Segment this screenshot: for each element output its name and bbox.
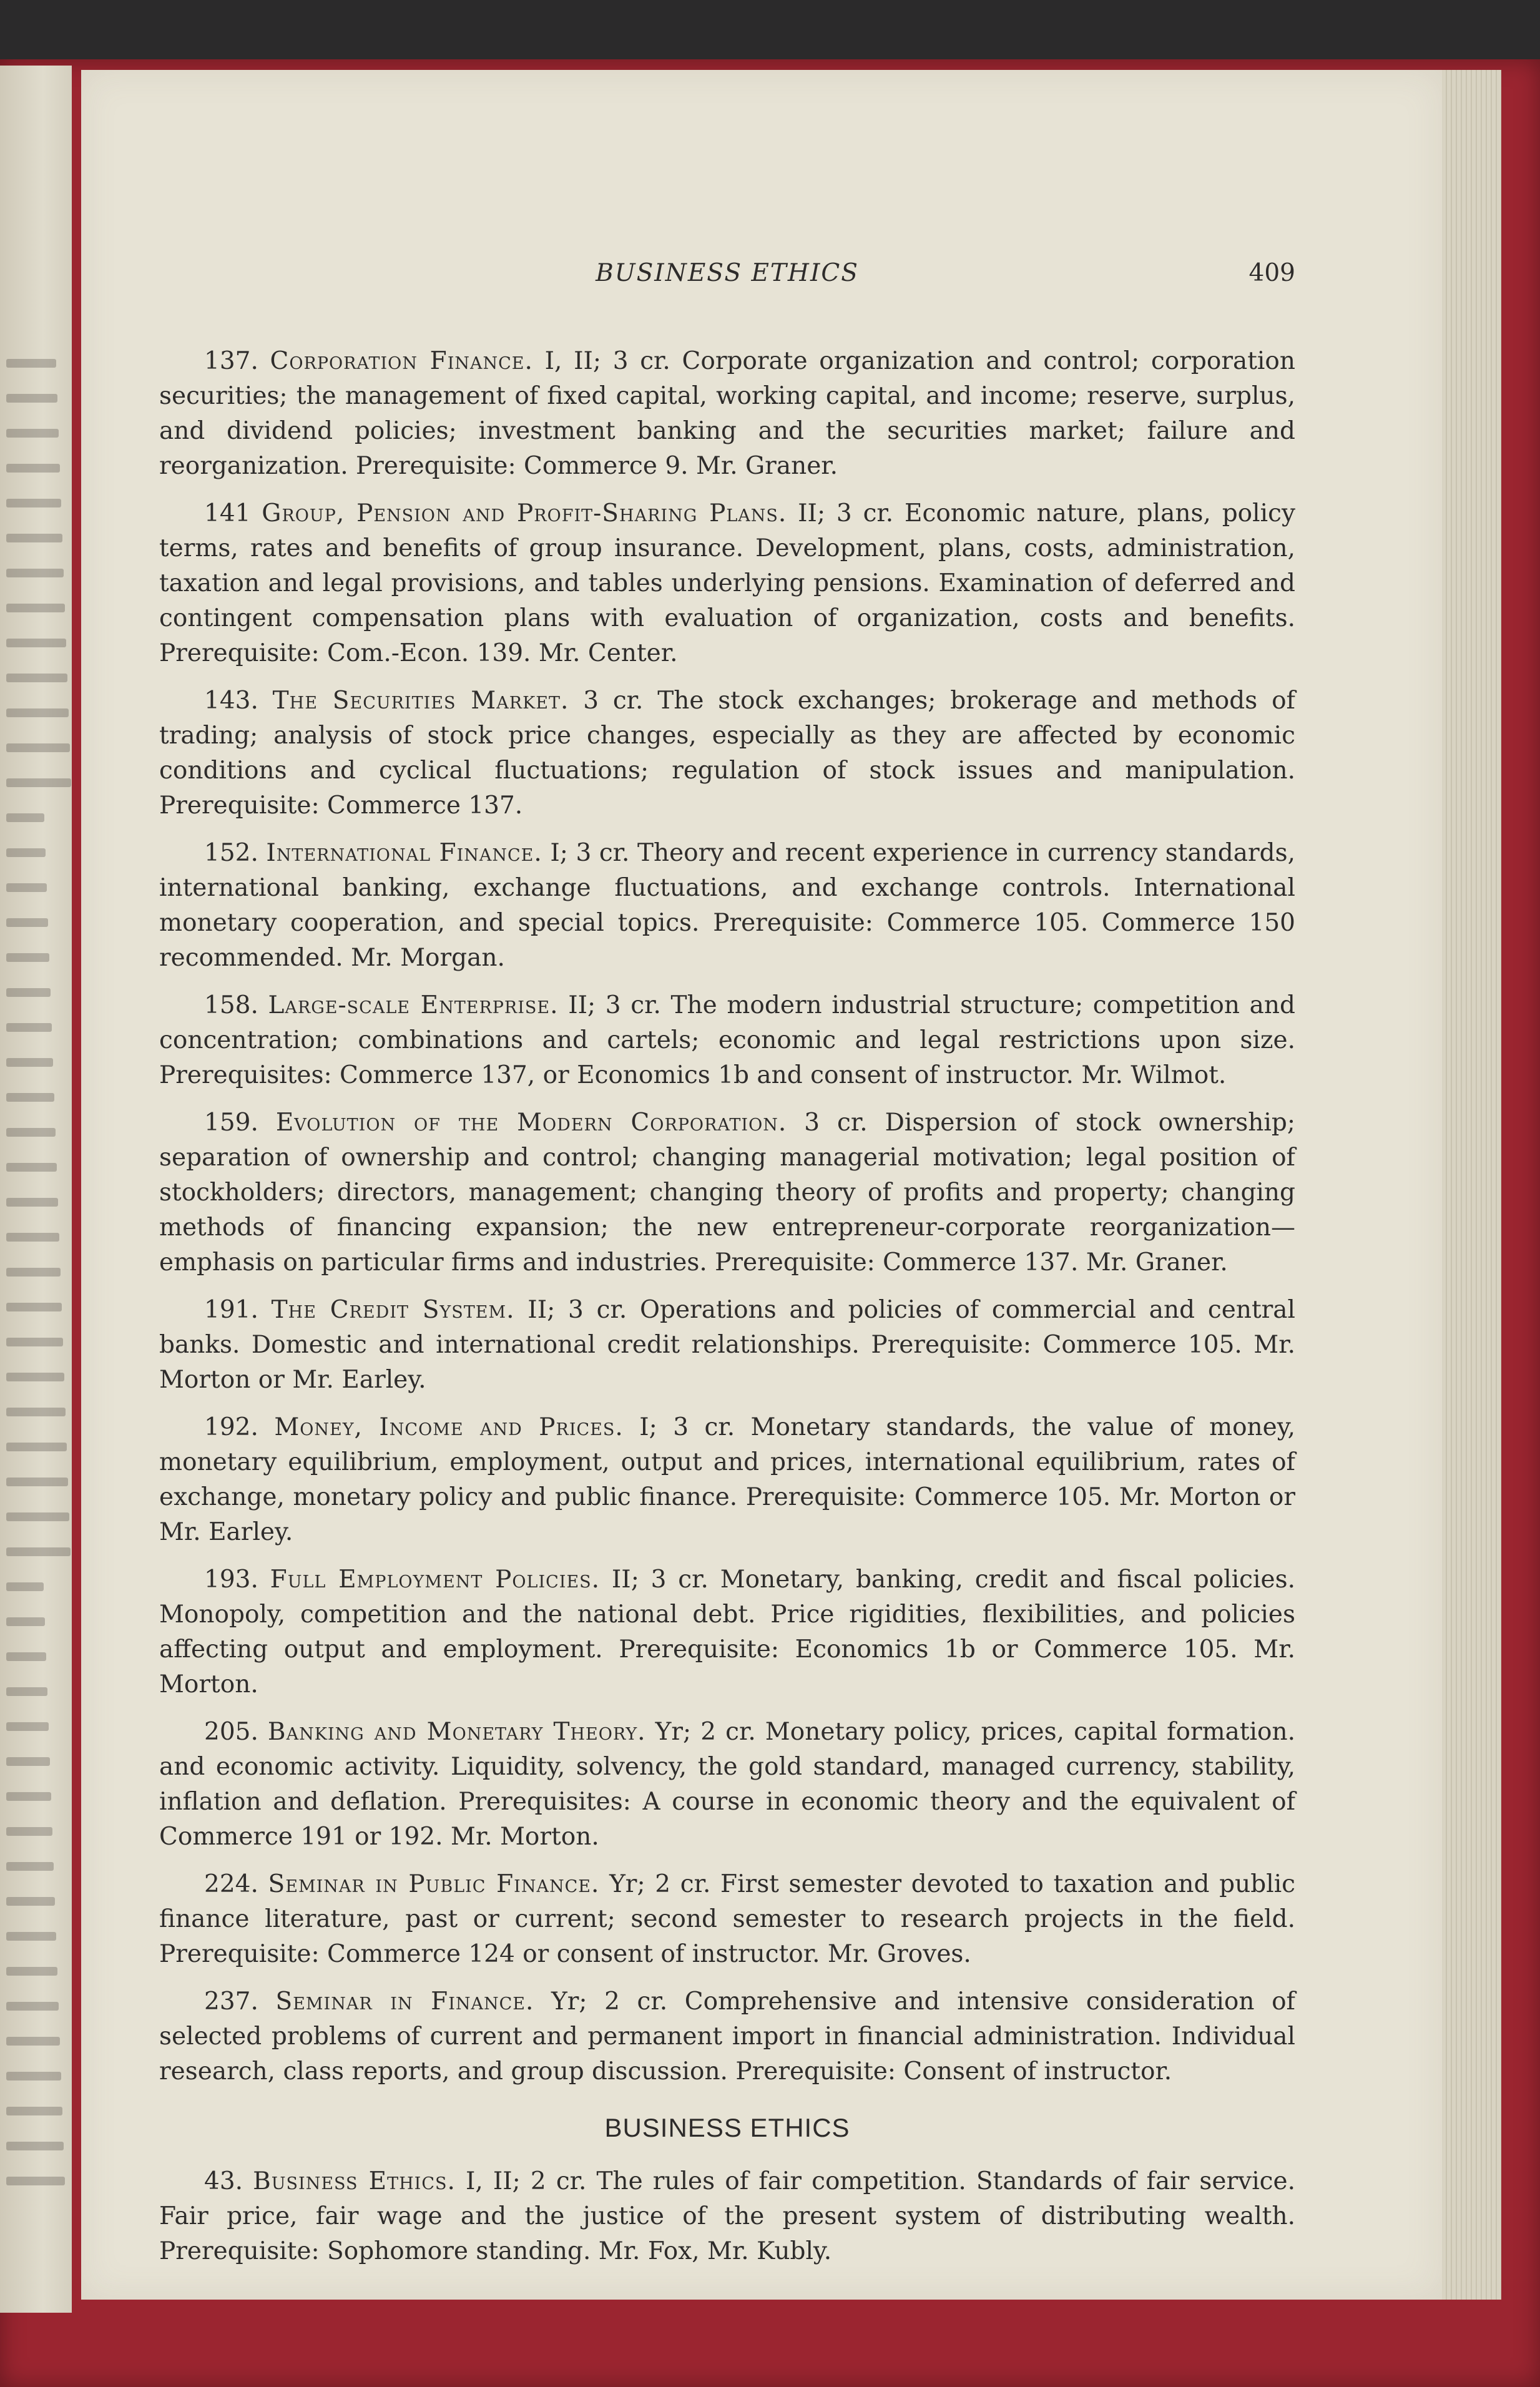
ghost-text-line bbox=[6, 2142, 64, 2150]
ghost-text-line bbox=[6, 1303, 62, 1311]
ghost-text-line bbox=[6, 1478, 68, 1486]
ghost-text-line bbox=[6, 2037, 60, 2046]
course-number: 158. bbox=[204, 991, 258, 1019]
ghost-text-line bbox=[6, 1408, 66, 1416]
ghost-text-line bbox=[6, 1862, 54, 1871]
previous-page-edge bbox=[0, 66, 72, 2313]
course-entry bbox=[159, 1867, 1295, 1972]
ghost-text-line bbox=[6, 569, 64, 577]
ghost-text-line bbox=[6, 883, 47, 892]
ghost-text-line bbox=[6, 708, 69, 717]
course-name: Group, Pension and Profit-Sharing Plans. bbox=[262, 499, 787, 527]
course-entry bbox=[159, 836, 1295, 976]
course-entry bbox=[159, 1715, 1295, 1855]
course-details: II; 3 cr. Economic nature, plans, policy terms, rates and benefits of group insurance. Development, plans, costs, administration, taxation and legal provisions, and tables underlying pensions. Examination of deferred and contingent compensation plans with evaluation of organization, costs and benefits. Prerequisite: Com.-Econ. 139. Mr. Center. bbox=[159, 499, 1295, 667]
ghost-text-line bbox=[6, 848, 46, 857]
ghost-text-line bbox=[6, 1023, 52, 1032]
ghost-text-line bbox=[6, 2177, 65, 2185]
ghost-text-line bbox=[6, 2072, 61, 2081]
course-number: 143. bbox=[204, 687, 258, 715]
course-name: Corporation Finance. bbox=[270, 347, 533, 375]
course-name: Money, Income and Prices. bbox=[274, 1413, 624, 1441]
ghost-text-line bbox=[6, 2107, 62, 2115]
ghost-text-line bbox=[6, 813, 44, 822]
page-text bbox=[159, 256, 1295, 2282]
ghost-text-line bbox=[6, 1163, 57, 1172]
course-details: I; 3 cr. Monetary standards, the value of money, monetary equilibrium, employment, output and prices, international equilibrium, rates of exchange, monetary policy and public finance. Prerequisite: Commerce 105. Mr. Morton or Mr. Earley. bbox=[159, 1413, 1295, 1546]
course-entry bbox=[159, 2164, 1295, 2269]
course-details: I; 3 cr. Theory and recent experience in currency standards, international banking, exchange fluctuations, and exchange controls. International monetary cooperation, and special topics. Prerequisite: Commerce 105. Commerce 150 recommended. Mr. Morgan. bbox=[159, 839, 1295, 972]
ghost-text-line bbox=[6, 359, 56, 368]
ghost-text-line bbox=[6, 988, 51, 997]
course-name: Seminar in Finance. bbox=[275, 1988, 534, 2016]
ghost-text-line bbox=[6, 1722, 49, 1731]
ghost-text-line bbox=[6, 1547, 71, 1556]
ghost-text-line bbox=[6, 464, 60, 473]
course-name: International Finance. bbox=[266, 839, 542, 867]
course-details: II; 3 cr. Operations and policies of commercial and central banks. Domestic and international credit relationships. Prerequisite: Commerce 105. Mr. Morton or Mr. Earley. bbox=[159, 1296, 1295, 1394]
ghost-text-line bbox=[6, 743, 70, 752]
ghost-text-line bbox=[6, 394, 57, 403]
ghost-text-line bbox=[6, 1617, 45, 1626]
ghost-text-line bbox=[6, 1373, 64, 1381]
course-number: 137. bbox=[204, 347, 258, 375]
course-entry bbox=[159, 496, 1295, 671]
course-entry bbox=[159, 1562, 1295, 1702]
ghost-text-line bbox=[6, 1897, 55, 1906]
course-details: 3 cr. Dispersion of stock ownership; separation of ownership and control; changing managerial motivation; legal position of stockholders; directors, management; changing theory of profits and property; changing methods of financing expansion; the new entrepreneur-corporate reorganization—emphasis on particular firms and industries. Prerequisite: Commerce 137. Mr. Graner. bbox=[159, 1109, 1295, 1277]
course-name: Evolution of the Modern Corporation. bbox=[275, 1109, 787, 1137]
page-number: 409 bbox=[1248, 259, 1295, 287]
course-name: The Credit System. bbox=[271, 1296, 515, 1324]
ghost-text-line bbox=[6, 1582, 44, 1591]
course-name: Full Employment Policies. bbox=[270, 1566, 601, 1594]
ghost-text-line bbox=[6, 1268, 61, 1277]
ghost-text-line bbox=[6, 604, 65, 612]
ghost-text-line bbox=[6, 1967, 57, 1976]
course-number: 43. bbox=[204, 2167, 243, 2195]
ghost-text-line bbox=[6, 1687, 47, 1696]
ghost-text-line bbox=[6, 1792, 51, 1801]
ghost-text-line bbox=[6, 1338, 63, 1346]
course-name: Seminar in Public Finance. bbox=[268, 1870, 600, 1898]
ghost-text-line bbox=[6, 2002, 59, 2011]
course-entry bbox=[159, 1293, 1295, 1398]
ghost-text-line bbox=[6, 674, 67, 682]
course-entry bbox=[159, 1984, 1295, 2089]
course-list bbox=[159, 344, 1295, 2089]
course-number: 191. bbox=[204, 1296, 258, 1324]
ghost-text-line bbox=[6, 1512, 69, 1521]
course-name: Banking and Monetary Theory. bbox=[267, 1718, 646, 1746]
course-entry bbox=[159, 988, 1295, 1093]
course-details: II; 3 cr. Monetary, banking, credit and fiscal policies. Monopoly, competition and the national debt. Price rigidities, flexibilities, and policies affecting output and employment. Prerequisite: Economics 1b or Commerce 105. Mr. Morton. bbox=[159, 1566, 1295, 1698]
course-name: Business Ethics. bbox=[253, 2167, 456, 2195]
course-entry bbox=[159, 1410, 1295, 1550]
ghost-text-line bbox=[6, 499, 61, 507]
ghost-text-line bbox=[6, 918, 48, 927]
section-course-list bbox=[159, 2164, 1295, 2269]
course-number: 141 bbox=[204, 499, 251, 527]
ghost-text-line bbox=[6, 429, 59, 438]
course-number: 224. bbox=[204, 1870, 258, 1898]
course-number: 193. bbox=[204, 1566, 258, 1594]
ghost-text-line bbox=[6, 778, 71, 787]
course-entry bbox=[159, 1105, 1295, 1280]
running-title: BUSINESS ETHICS bbox=[596, 259, 859, 287]
ghost-text-line bbox=[6, 1932, 56, 1941]
course-number: 192. bbox=[204, 1413, 258, 1441]
ghost-text-line bbox=[6, 1443, 67, 1451]
course-number: 159. bbox=[204, 1109, 258, 1137]
course-details: I, II; 3 cr. Corporate organization and control; corporation securities; the management of fixed capital, working capital, and income; reserve, surplus, and dividend policies; investment banking and the securities market; failure and reorganization. Prerequisite: Commerce 9. Mr. Graner. bbox=[159, 347, 1296, 480]
page-header bbox=[159, 256, 1295, 291]
ghost-text-line bbox=[6, 1058, 53, 1067]
ghost-text-line bbox=[6, 1198, 58, 1207]
course-details: Yr; 2 cr. Monetary policy, prices, capital formation. and economic activity. Liquidity, solvency, the gold standard, managed currency, stability, inflation and deflation. Prerequisites: A course in economic theory and the equivalent of Commerce 191 or 192. Mr. Morton. bbox=[159, 1718, 1296, 1851]
course-entry bbox=[159, 684, 1295, 823]
course-details: Yr; 2 cr. Comprehensive and intensive consideration of selected problems of current and permanent import in financial administration. Individual research, class reports, and group discussion. Prerequisite: Consent of instructor. bbox=[159, 1988, 1295, 2086]
course-details: Yr; 2 cr. First semester devoted to taxation and public finance literature, past or current; second semester to research projects in the field. Prerequisite: Commerce 124 or consent of instructor. Mr. Groves. bbox=[159, 1870, 1296, 1968]
course-details: 3 cr. The stock exchanges; brokerage and methods of trading; analysis of stock price changes, especially as they are affected by economic conditions and cyclical fluctuations; regulation of stock issues and manipulation. Prerequisite: Commerce 137. bbox=[159, 687, 1295, 820]
ghost-text-line bbox=[6, 1233, 59, 1242]
course-entry bbox=[159, 344, 1295, 484]
course-number: 152. bbox=[204, 839, 258, 867]
ghost-text-line bbox=[6, 1757, 50, 1766]
ghost-text-line bbox=[6, 1827, 52, 1836]
course-number: 205. bbox=[204, 1718, 258, 1746]
ghost-text-line bbox=[6, 953, 49, 962]
page-stack-edge bbox=[1442, 70, 1501, 2300]
ghost-text-line bbox=[6, 1093, 54, 1102]
course-name: The Securities Market. bbox=[272, 687, 569, 715]
course-name: Large-scale Enterprise. bbox=[268, 991, 559, 1019]
course-details: I, II; 2 cr. The rules of fair competition. Standards of fair service. Fair price, fair wage and the justice of the present system of distributing wealth. Prerequisite: Sophomore standing. Mr. Fox, Mr. Kubly. bbox=[159, 2167, 1295, 2265]
ghost-text-line bbox=[6, 534, 62, 542]
ghost-text-line bbox=[6, 1652, 46, 1661]
course-number: 237. bbox=[204, 1988, 258, 2016]
course-details: II; 3 cr. The modern industrial structure; competition and concentration; combinations and cartels; economic and legal restrictions upon size. Prerequisites: Commerce 137, or Economics 1b and consent of instructor. Mr. Wilmot. bbox=[159, 991, 1295, 1089]
ghost-text-line bbox=[6, 639, 66, 647]
section-heading: BUSINESS ETHICS bbox=[604, 2113, 850, 2142]
ghost-text-line bbox=[6, 1128, 56, 1137]
